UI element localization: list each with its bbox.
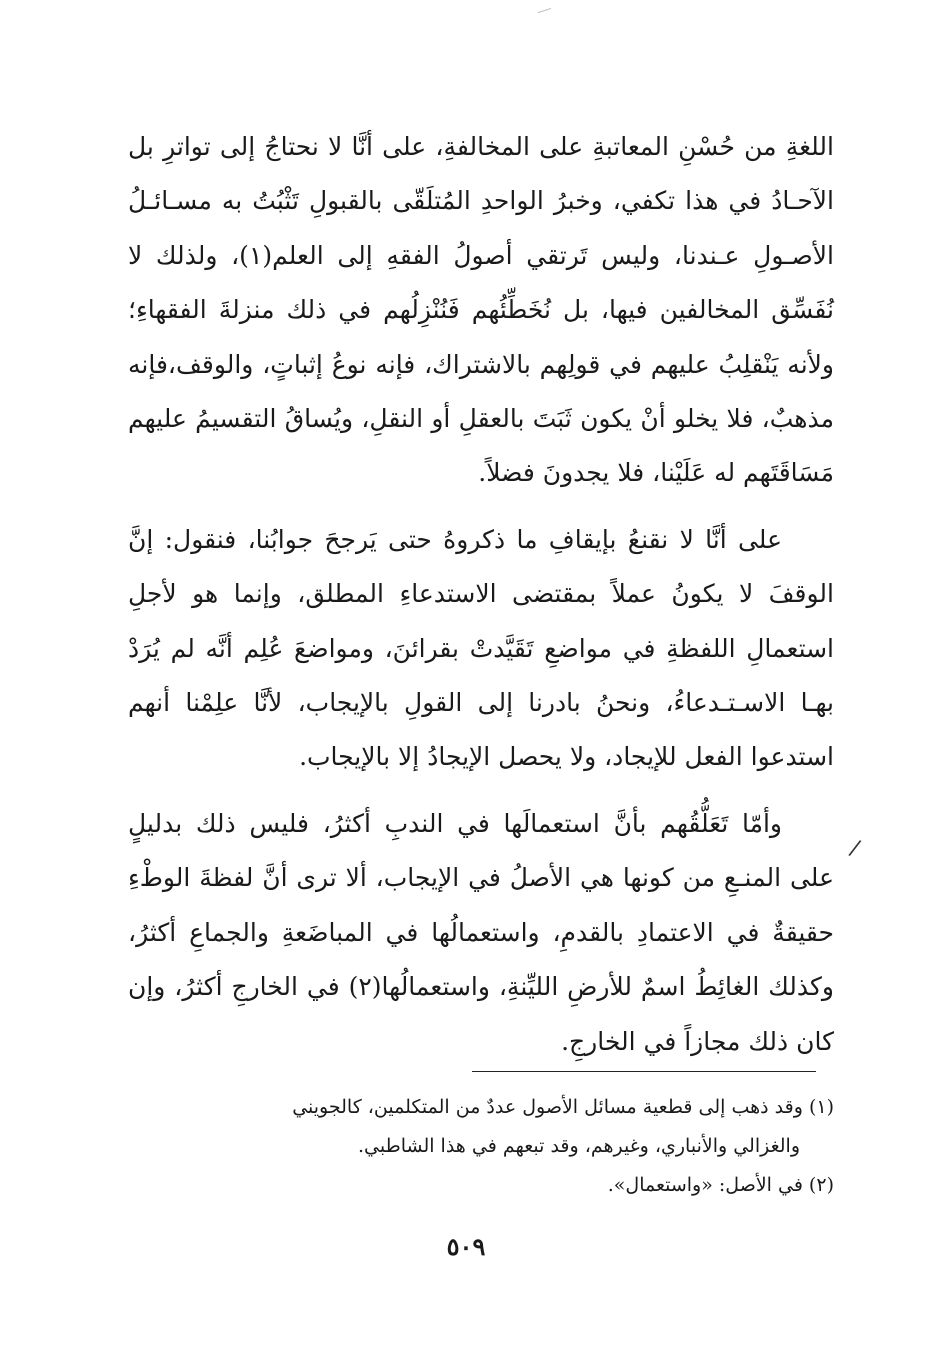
footnote-2: (٢) في الأصل: «واستعمال». [607, 1174, 834, 1196]
footnote-1: (١) وقد ذهب إلى قطعية مسائل الأصول عددٌ من المتكلمين، كالجويني [292, 1096, 834, 1118]
paragraph-1: اللغةِ من حُسْنِ المعاتبةِ على المخالفةِ، على أنَّا لا نحتاجُ إلى تواترِ بل الآحـادُ في هذا تكفي، وخبرُ الواحدِ المُتلَقّى بالقبولِ تَثْبُتُ به مسـائـلُ الأصـولِ عـندنا، وليس تَرتقي أصولُ الفقهِ إلى العلم(١)، ولذلك لا نُفَسِّق المخالفين فيها، بل نُخَطِّئُهم فَنُنْزِلُهم في ذلك منزلةَ الفقهاءِ؛ ولأنه يَنْقلِبُ عليهم في قولِهم بالاشتراك، فإنه نوعُ إثباتٍ، والوقف،فإنه مذهبٌ، فلا يخلو أنْ يكون ثَبَتَ بالعقلِ أو النقلِ، ويُساقُ التقسيمُ عليهم مَسَاقَتَهم له عَلَيْنا، فلا يجدونَ فضلاً. [128, 132, 834, 488]
paragraph-3: وأمّا تَعَلُّقُهم بأنَّ استعمالَها في الندبِ أكثرُ، فليس ذلك بدليلٍ على المنـعِ من كونها هي الأصلُ في الإيجاب، ألا ترى أنَّ لفظةَ الوطْءِ حقيقةٌ في الاعتمادِ بالقدمِ، واستعمالُها في المباضَعةِ والجماعِ أكثرُ، وكذلك الغائِطُ اسمٌ للأرضِ الليِّنةِ، واستعمالُها(٢) في الخارجِ أكثرُ، وإن كان ذلك مجازاً في الخارجِ. [128, 808, 834, 1056]
page-number: ٥٠٩ [446, 1232, 486, 1261]
paragraph-2: على أنَّا لا نقنعُ بإيقافِ ما ذكروهُ حتى يَرجحَ جوابُنا، فنقول: إنَّ الوقفَ لا يكونُ عملاً بمقتضى الاستدعاءِ المطلق، وإنما هو لأجلِ استعمالِ اللفظةِ في مواضعِ تَقَيَّدتْ بقرائنَ، ومواضعَ عُلِم أنَّه لم يُرَدْ بهـا الاسـتـدعاءُ، ونحنُ بادرنا إلى القولِ بالإيجاب، لأنَّا علِمْنا أنهم استدعوا الفعل للإيجاد، ولا يحصل الإيجادُ إلا بالإيجاب. [128, 524, 834, 772]
footnotes [132, 1088, 834, 1205]
footnote-divider [472, 1071, 816, 1072]
margin-mark: / [846, 835, 863, 862]
main-text [128, 120, 834, 1069]
scan-artifact [538, 8, 553, 17]
footnote-1-continuation: والغزالي والأنباري، وغيرهم، وقد تبعهم في هذا الشاطبي. [357, 1135, 800, 1157]
